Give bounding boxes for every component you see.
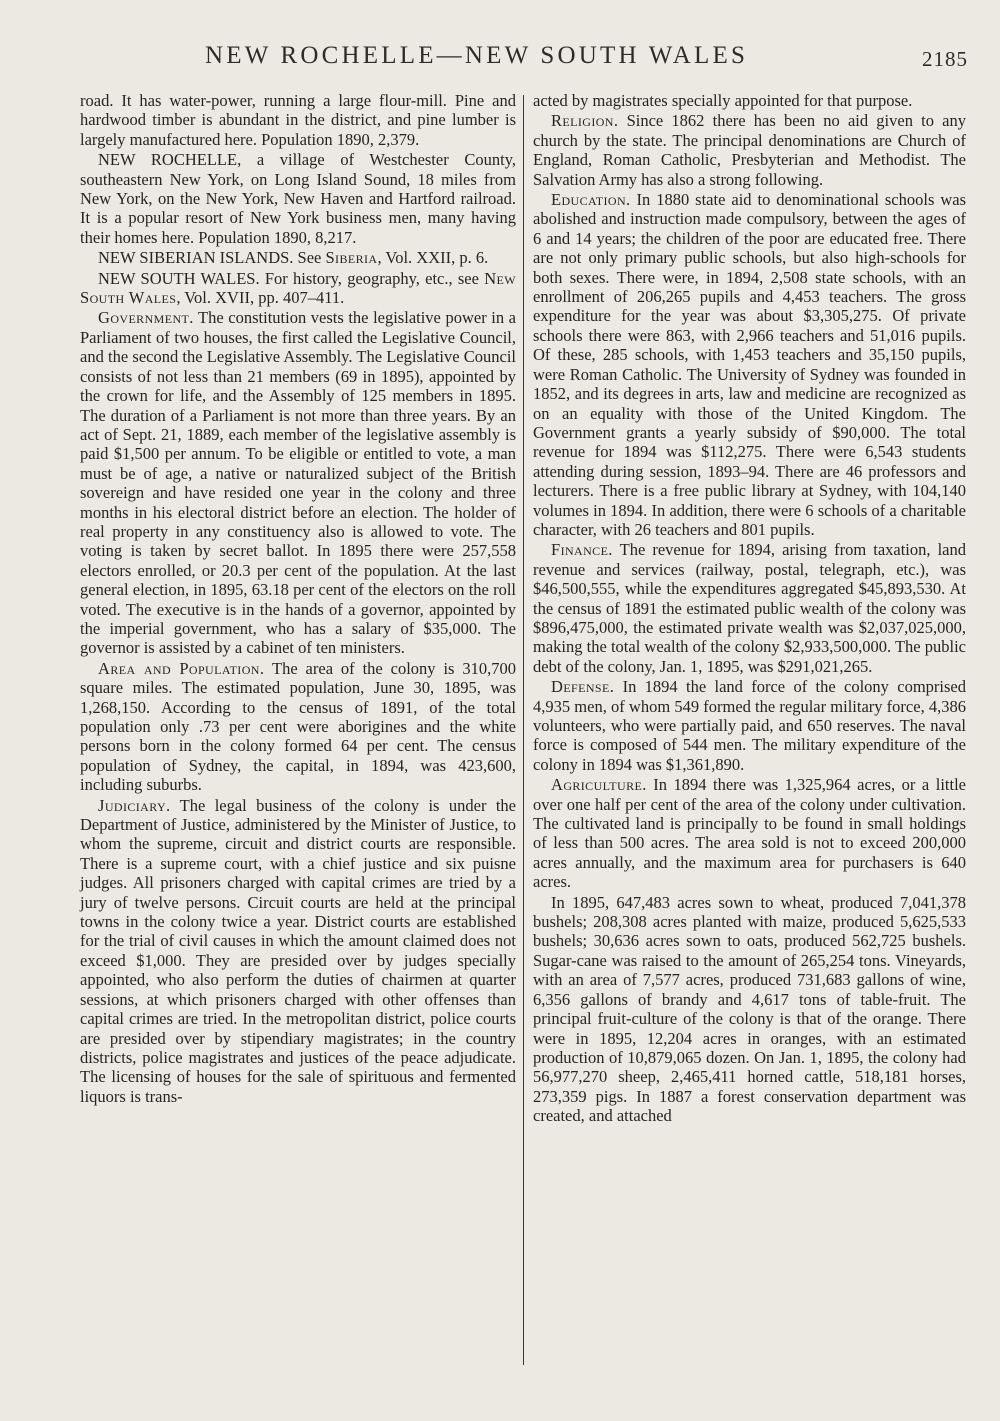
section-judiciary: Judiciary. The legal business of the colony is under the Department of Justice, administered by the Minister of Justice, to whom the supreme, circuit and district courts are responsible. There is a supreme court, with a chief justice and six puisne judges. All prisoners charged with capital crimes are tried by a jury of twelve persons. Circuit courts are held at the principal towns in the colony twice a year. District courts are established for the trial of civil causes in which the amount claimed does not exceed $1,000. They are presided over by judges specially appointed, who also perform the duties of chairmen at quarter sessions, at which prisoners charged with other offenses than capital crimes are tried. In the metropolitan district, police courts are presided over by stipendiary magistrates; in the country districts, police magistrates and justices of the peace adjudicate. The licensing of houses for the sale of spirituous and fermented liquors is trans- (80, 795, 516, 1106)
section-heading: Government. (98, 308, 194, 328)
section-agriculture: Agriculture. In 1894 there was 1,325,964 acres, or a little over one half per cent of the area of the colony under cultivation. The cultivated land is principally to be found in small holdings of less than 500 acres. The area sold is not to exceed 200,000 acres annually, and the maximum area for purchasers is 640 acres. (533, 775, 966, 892)
section-education: Education. In 1880 state aid to denominational schools was abolished and instruction made compulsory, between the ages of 6 and 14 years; the children of the poor are educated free. There are not only primary public schools, but also high-schools for both sexes. There were, in 1894, 2,508 state schools, with an enrollment of 206,265 pupils and 4,453 teachers. The gross expenditure for the year was about $3,305,275. Of private schools there were 863, with 2,966 teachers and 51,016 pupils. Of these, 285 schools, with 1,453 teachers and 35,150 pupils, were Roman Catholic. The University of Sydney was founded in 1852, and its degrees in arts, law and medicine are recognized as on an equality with those of the United Kingdom. The Government grants a yearly subsidy of $90,000. The total revenue for 1894 was $112,275. There were 6,543 students attending during session, 1893–94. There are 46 professors and lecturers. There is a free public library at Sydney, with 104,140 volumes in 1894. In addition, there were 6 schools of a charitable character, with 26 teachers and 801 pupils. (533, 190, 966, 539)
section-government: Government. The constitution vests the legislative power in a Parliament of two houses, the first called the Legislative Council, and the second the Legislative Assembly. The Legislative Council consists of not less than 21 members (69 in 1895), appointed by the crown for life, and the Assembly of 125 members in 1895. The duration of a Parliament is not more than three years. By an act of Sept. 21, 1889, each member of the legislative assembly is paid $1,500 per annum. To be eligible or entitled to vote, a man must be of age, a native or naturalized subject of the British sovereign and have resided one year in the colony and three months in his electoral district before an election. The holder of real property in any constituency also is allowed to vote. The voting is taken by secret ballot. In 1895 there were 257,558 electors enrolled, or 20.3 per cent of the population. At the last general election, in 1895, 63.18 per cent of the electors on the roll voted. The executive is in the hands of a governor, appointed by the imperial government, who has a salary of $35,000. The governor is assisted by a cabinet of ten ministers. (80, 308, 516, 658)
paragraph: road. It has water-power, running a large flour-mill. Pine and hardwood timber is abundant in the district, and pine lumber is largely manufactured here. Population 1890, 2,379. (80, 91, 516, 149)
section-heading: Area and Population. (98, 658, 265, 678)
page-header (0, 40, 1000, 80)
cross-reference: Siberia (325, 248, 378, 268)
paragraph-agriculture-statistics: In 1895, 647,483 acres sown to wheat, produced 7,041,378 bushels; 208,308 acres planted with maize, produced 5,625,533 bushels; 30,636 acres sown to oats, produced 562,725 bushels. Sugar-cane was raised to the amount of 265,254 tons. Vineyards, with an area of 7,577 acres, produced 731,683 gallons of wine, 6,356 gallons of brandy and 4,617 tons of table-fruit. The principal fruit-culture of the colony is that of the orange. There were in 1895, 12,204 acres in oranges, with an estimated production of 10,879,065 dozen. On Jan. 1, 1895, the colony had 56,977,270 sheep, 2,465,411 horned cattle, 518,181 horses, 273,359 pigs. In 1887 a forest conservation department was created, and attached (533, 892, 966, 1126)
section-heading: Defense. (551, 677, 615, 697)
section-finance: Finance. The revenue for 1894, arising from taxation, land revenue and services (railway, postal, telegraph, etc.), was $46,500,555, while the expenditures aggregated $45,893,530. At the census of 1891 the estimated public wealth of the colony was $896,475,000, the estimated private wealth was $2,037,025,000, making the total wealth of the colony $2,933,500,000. The public debt of the colony, Jan. 1, 1895, was $291,021,265. (533, 540, 966, 676)
entry-new-rochelle: NEW ROCHELLE, a village of Westchester County, southeastern New York, on Long Island Sound, 18 miles from New York, on the New York, New Haven and Hartford railroad. It is a popular resort of New York business men, many having their homes here. Population 1890, 8,217. (80, 150, 516, 247)
entry-new-siberian-islands: NEW SIBERIAN ISLANDS. See Siberia, Vol. XXII, p. 6. (98, 248, 489, 268)
section-heading: Judiciary. (98, 795, 171, 815)
section-defense: Defense. In 1894 the land force of the colony comprised 4,935 men, of whom 549 formed the regular military force, 4,386 volunteers, who were partially paid, and 650 reserves. The naval force is composed of 544 men. The military expenditure of the colony in 1894 was $1,361,890. (533, 677, 966, 774)
cross-reference: New South Wales (80, 268, 516, 308)
column-divider (523, 95, 524, 1365)
left-column (80, 91, 516, 1107)
entry-new-south-wales: NEW SOUTH WALES. For history, geography, etc., see New South Wales, Vol. XVII, pp. 407–411. (80, 268, 516, 308)
section-heading: Agriculture. (551, 775, 647, 795)
section-heading: Religion. (551, 111, 619, 131)
page-number: 2185 (922, 47, 968, 71)
right-column (533, 91, 966, 1127)
running-title: NEW ROCHELLE—NEW SOUTH WALES (205, 42, 749, 69)
paragraph: acted by magistrates specially appointed for that purpose. (533, 91, 913, 110)
section-area-population: Area and Population. The area of the colony is 310,700 square miles. The estimated population, June 30, 1895, was 1,268,150. According to the census of 1891, of the total population only .73 per cent were aborigines and the white persons born in the colony formed 64 per cent. The census population of Sydney, the capital, in 1894, was 423,600, including suburbs. (80, 658, 517, 795)
section-religion: Religion. Since 1862 there has been no aid given to any church by the state. The principal denominations are Church of England, Roman Catholic, Presbyterian and Methodist. The Salvation Army has also a strong following. (533, 111, 966, 189)
section-heading: Finance. (551, 540, 613, 560)
section-heading: Education. (551, 190, 631, 210)
